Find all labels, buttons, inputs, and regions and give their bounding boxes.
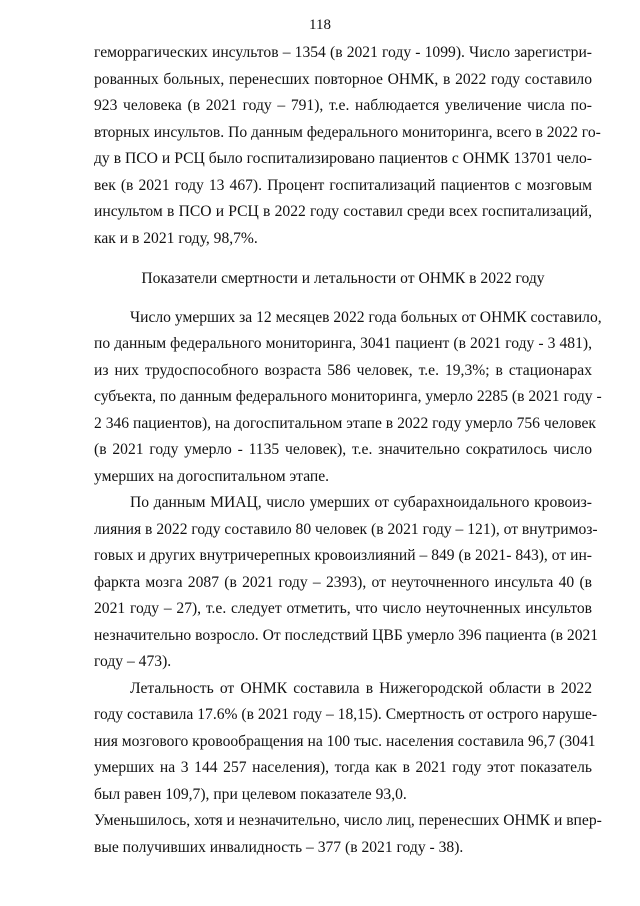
text-line: 923 человека (в 2021 году – 791), т.е. наблюдается увеличение числа по- [94, 97, 592, 114]
text-line: геморрагических инсультов – 1354 (в 2021 году - 1099). Число зарегистри- [94, 44, 592, 61]
text-line: из них трудоспособного возраста 586 человек, т.е. 19,3%; в стационарах [94, 361, 592, 379]
paragraph-miac [94, 490, 599, 676]
text-line: 2 346 пациентов), на догоспитальном этапе в 2022 году умерло 756 человек [94, 414, 596, 432]
text-line: как и в 2021 году, 98,7%. [94, 229, 258, 247]
text-line: вые получивших инвалидность – 377 (в 2021 году - 38). [94, 838, 464, 856]
document-body [94, 40, 602, 861]
text-line: ния мозгового кровообращения на 100 тыс. населения составила 96,7 (3041 [94, 732, 596, 750]
text-line: году составила 17.6% (в 2021 году – 18,15). Смертность от острого наруше- [94, 706, 598, 723]
text-line: (в 2021 году умерло - 1135 человек), т.е. значительно сократилось число [94, 441, 592, 458]
text-line: рованных больных, перенесших повторное ОНМК, в 2022 году составило [94, 70, 592, 88]
text-line: году – 473). [94, 653, 172, 670]
paragraph-mortality [94, 305, 602, 491]
paragraph-lethality [94, 676, 598, 809]
section-heading: Показатели смертности и летальности от ОНМК в 2022 году [141, 270, 545, 287]
text-line: вторных инсультов. По данным федерального мониторинга, всего в 2022 го- [94, 123, 601, 141]
text-line: инсультом в ПСО и РСЦ в 2022 году составил среди всех госпитализаций, [94, 203, 592, 220]
text-line: По данным МИАЦ, число умерших от субарахноидального кровоиз- [130, 494, 592, 511]
text-line: умерших на догоспитальном этапе. [94, 467, 330, 485]
text-line: Летальность от ОНМК составила в Нижегородской области в 2022 [130, 679, 592, 697]
text-line: Уменьшилось, хотя и незначительно, число лиц, перенесших ОНМК и впер- [94, 812, 602, 829]
text-line: 2021 году – 27), т.е. следует отметить, что число неуточненных инсультов [94, 600, 592, 617]
text-line: по данным федерального мониторинга, 3041 пациент (в 2021 году - 3 481), [94, 335, 592, 352]
text-line: незначительно возросло. От последствий ЦВБ умерло 396 пациента (в 2021 [94, 626, 599, 644]
text-line: лияния в 2022 году составило 80 человек (в 2021 году – 121), от внутримоз- [94, 520, 598, 538]
text-line: фаркта мозга 2087 (в 2021 году – 2393), от неуточненного инсульта 40 (в [94, 573, 592, 591]
text-line: век (в 2021 году 13 467). Процент госпитализаций пациентов с мозговым [94, 176, 592, 194]
text-line: ду в ПСО и РСЦ было госпитализировано пациентов с ОНМК 13701 чело- [94, 150, 592, 167]
text-line: был равен 109,7), при целевом показателе 93,0. [94, 785, 407, 803]
text-line: умерших на 3 144 257 населения), тогда как в 2021 году этот показатель [94, 759, 592, 776]
text-line: субъекта, по данным федерального мониторинга, умерло 2285 (в 2021 году - [94, 388, 602, 405]
paragraph-disability [94, 808, 602, 861]
text-line: Число умерших за 12 месяцев 2022 года больных от ОНМК составило, [130, 308, 602, 326]
paragraph-hospitalizations [94, 40, 601, 252]
text-line: говых и других внутричерепных кровоизлияний – 849 (в 2021- 843), от ин- [94, 547, 592, 564]
page-number: 118 [309, 17, 331, 33]
